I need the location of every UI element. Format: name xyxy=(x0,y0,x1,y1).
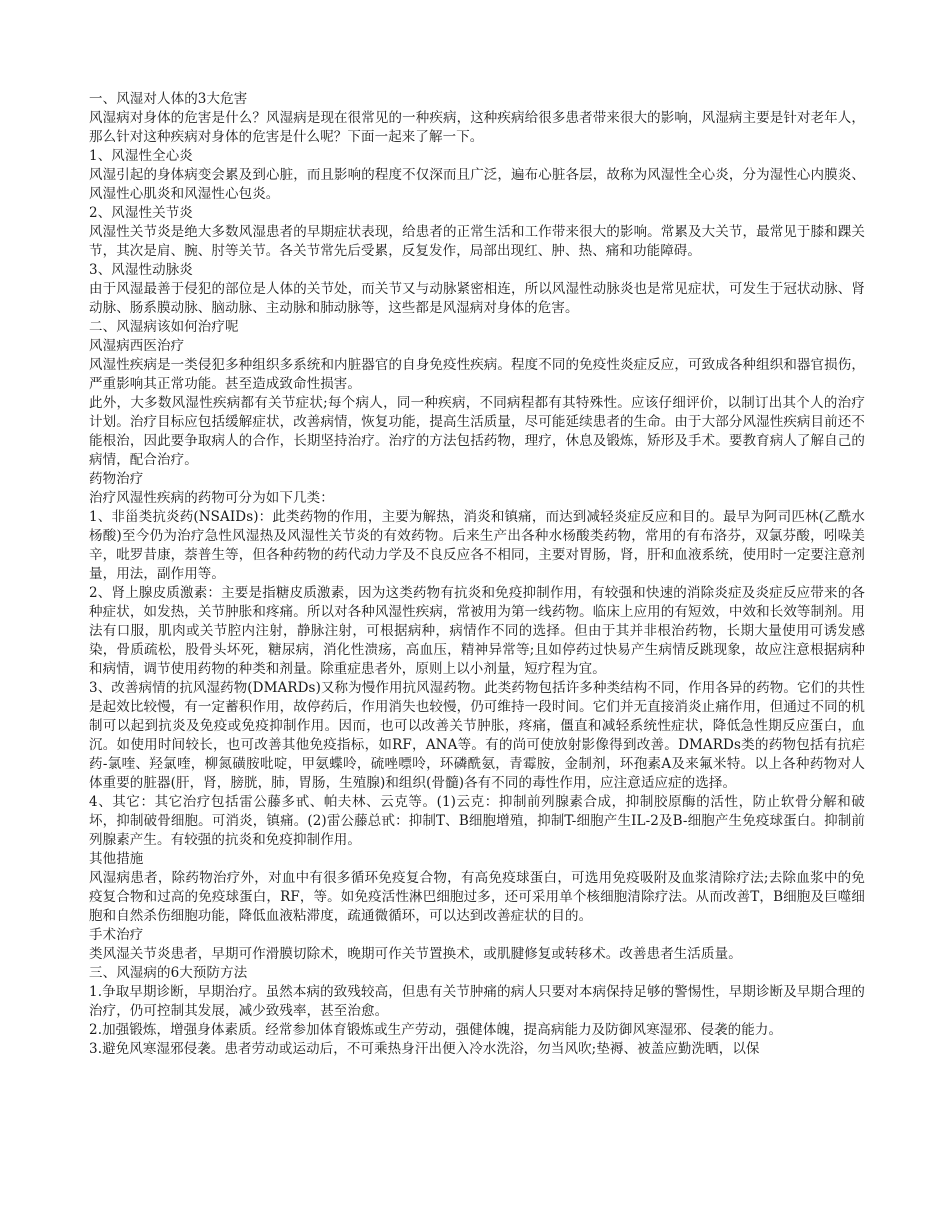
paragraph: 风湿病患者，除药物治疗外，对血中有很多循环免疫复合物，有高免疫球蛋白，可选用免疫吸附及血浆清除疗法;去除血浆中的免疫复合物和过高的免疫球蛋白，RF，等。如免疫活性淋巴细胞过多，还可采用单个核细胞清除疗法。从而改善T，B细胞及巨噬细胞和自然杀伤细胞功能，降低血液粘滞度，疏通微循环，可以达到改善症状的目的。 xyxy=(89,870,865,924)
paragraph: 4、其它：其它治疗包括雷公藤多甙、帕夫林、云克等。(1)云克：抑制前列腺素合成，抑制胶原酶的活性，防止软骨分解和破坏，抑制破骨细胞。可消炎，镇痛。(2)雷公藤总甙：抑制T、B细胞增殖，抑制T-细胞产生IL-2及B-细胞产生免疫球蛋白。抑制前列腺素产生。有较强的抗炎和免疫抑制作用。 xyxy=(89,794,865,848)
paragraph: 类风湿关节炎患者，早期可作滑膜切除术，晚期可作关节置换术，或肌腱修复或转移术。改善患者生活质量。 xyxy=(89,946,742,962)
section-heading: 一、风湿对人体的3大危害 xyxy=(89,91,248,107)
subsection-heading: 1、风湿性全心炎 xyxy=(89,148,193,164)
subsection-heading: 3、风湿性动脉炎 xyxy=(89,262,193,278)
subsection-heading: 2、风湿性关节炎 xyxy=(89,205,193,221)
paragraph: 2、肾上腺皮质激素：主要是指糖皮质激素，因为这类药物有抗炎和免疫抑制作用，有较强和快速的消除炎症及炎症反应带来的各种症状，如发热，关节肿胀和疼痛。所以对各种风湿性疾病，常被用为第一线药物。临床上应用的有短效，中效和长效等制剂。用法有口服，肌肉或关节腔内注射，静脉注射，可根据病种，病情作不同的选择。但由于其并非根治药物，长期大量使用可诱发感染，骨质疏松，股骨头坏死，糖尿病，消化性溃疡，高血压，精神异常等;且如停药过快易产生病情反跳现象，故应注意根据病种和病情，调节使用药物的种类和剂量。除重症患者外，原则上以小剂量，短疗程为宜。 xyxy=(89,585,865,677)
section-heading: 二、风湿病该如何治疗呢 xyxy=(89,319,239,335)
paragraph: 由于风湿最善于侵犯的部位是人体的关节处，而关节又与动脉紧密相连，所以风湿性动脉炎也是常见症状，可发生于冠状动脉、肾动脉、肠系膜动脉、脑动脉、主动脉和肺动脉等，这些都是风湿病对身体的危害。 xyxy=(89,281,865,316)
paragraph: 1、非甾类抗炎药(NSAIDs)：此类药物的作用，主要为解热，消炎和镇痛，而达到减轻炎症反应和目的。最早为阿司匹林(乙酰水杨酸)至今仍为治疗急性风湿热及风湿性关节炎的有效药物。后来生产出各种水杨酸类药物，常用的有布洛芬，双氯芬酸，吲哚美辛，吡罗昔康，萘普生等，但各种药物的药代动力学及不良反应各不相同，主要对胃肠，肾，肝和血液系统，使用时一定要注意剂量，用法，副作用等。 xyxy=(89,509,865,582)
paragraph: 风湿性关节炎是绝大多数风湿患者的早期症状表现，给患者的正常生活和工作带来很大的影响。常累及大关节，最常见于膝和踝关节，其次是肩、腕、肘等关节。各关节常先后受累，反复发作，局部出现红、肿、热、痛和功能障碍。 xyxy=(89,224,865,259)
paragraph: 2.加强锻炼，增强身体素质。经常参加体育锻炼或生产劳动，强健体魄，提高病能力及防御风寒湿邪、侵袭的能力。 xyxy=(89,1022,783,1038)
section-heading: 三、风湿病的6大预防方法 xyxy=(89,965,248,981)
subsection-heading: 其他措施 xyxy=(89,851,144,867)
paragraph: 风湿病对身体的危害是什么？风湿病是现在很常见的一种疾病，这种疾病给很多患者带来很大的影响，风湿病主要是针对老年人，那么针对这种疾病对身体的危害是什么呢？下面一起来了解一下。 xyxy=(89,110,865,145)
subsection-heading: 手术治疗 xyxy=(89,927,144,943)
document-body xyxy=(89,90,865,1059)
paragraph: 此外，大多数风湿性疾病都有关节症状;每个病人，同一种疾病，不同病程都有其特殊性。应该仔细评价，以制订出其个人的治疗计划。治疗目标应包括缓解症状，改善病情，恢复功能，提高生活质量，尽可能延续患者的生命。由于大部分风湿性疾病目前还不能根治，因此要争取病人的合作，长期坚持治疗。治疗的方法包括药物，理疗，休息及锻炼，矫形及手术。要教育病人了解自己的病情，配合治疗。 xyxy=(89,395,865,468)
subsection-heading: 药物治疗 xyxy=(89,471,144,487)
paragraph: 1.争取早期诊断，早期治疗。虽然本病的致残较高，但患有关节肿痛的病人只要对本病保持足够的警惕性，早期诊断及早期合理的治疗，仍可控制其发展，减少致残率，甚至治愈。 xyxy=(89,984,865,1019)
subsection-heading: 风湿病西医治疗 xyxy=(89,338,185,354)
paragraph: 风湿性疾病是一类侵犯多种组织多系统和内脏器官的自身免疫性疾病。程度不同的免疫性炎症反应，可致成各种组织和器官损伤，严重影响其正常功能。甚至造成致命性损害。 xyxy=(89,357,865,392)
paragraph: 治疗风湿性疾病的药物可分为如下几类： xyxy=(89,490,334,506)
paragraph: 风湿引起的身体病变会累及到心脏，而且影响的程度不仅深而且广泛，遍布心脏各层，故称为风湿性全心炎，分为湿性心内膜炎、风湿性心肌炎和风湿性心包炎。 xyxy=(89,167,865,202)
paragraph: 3.避免风寒湿邪侵袭。患者劳动或运动后，不可乘热身汗出便入冷水洗浴，勿当风吹;垫褥、被盖应勤洗晒，以保 xyxy=(89,1041,760,1057)
paragraph: 3、改善病情的抗风湿药物(DMARDs)又称为慢作用抗风湿药物。此类药物包括许多种类结构不同，作用各异的药物。它们的共性是起效比较慢，有一定蓄积作用，故停药后，作用消失也较慢，仍可维持一段时间。它们并无直接消炎止痛作用，但通过不同的机制可以起到抗炎及免疫或免疫抑制作用。因而，也可以改善关节肿胀，疼痛，僵直和减轻系统性症状，降低急性期反应蛋白，血沉。如使用时间较长，也可改善其他免疫指标，如RF，ANA等。有的尚可使放射影像得到改善。DMARDs类的药物包括有抗疟药-氯喹、羟氯喹，柳氮磺胺吡啶，甲氨蝶呤，硫唑嘌呤，环磷酰氨，青霉胺，金制剂，环孢素A及来氟米特。以上各种药物对人体重要的脏器(肝，肾，膀胱，肺，胃肠，生殖腺)和组织(骨髓)各有不同的毒性作用，应注意适应症的选择。 xyxy=(89,680,865,791)
